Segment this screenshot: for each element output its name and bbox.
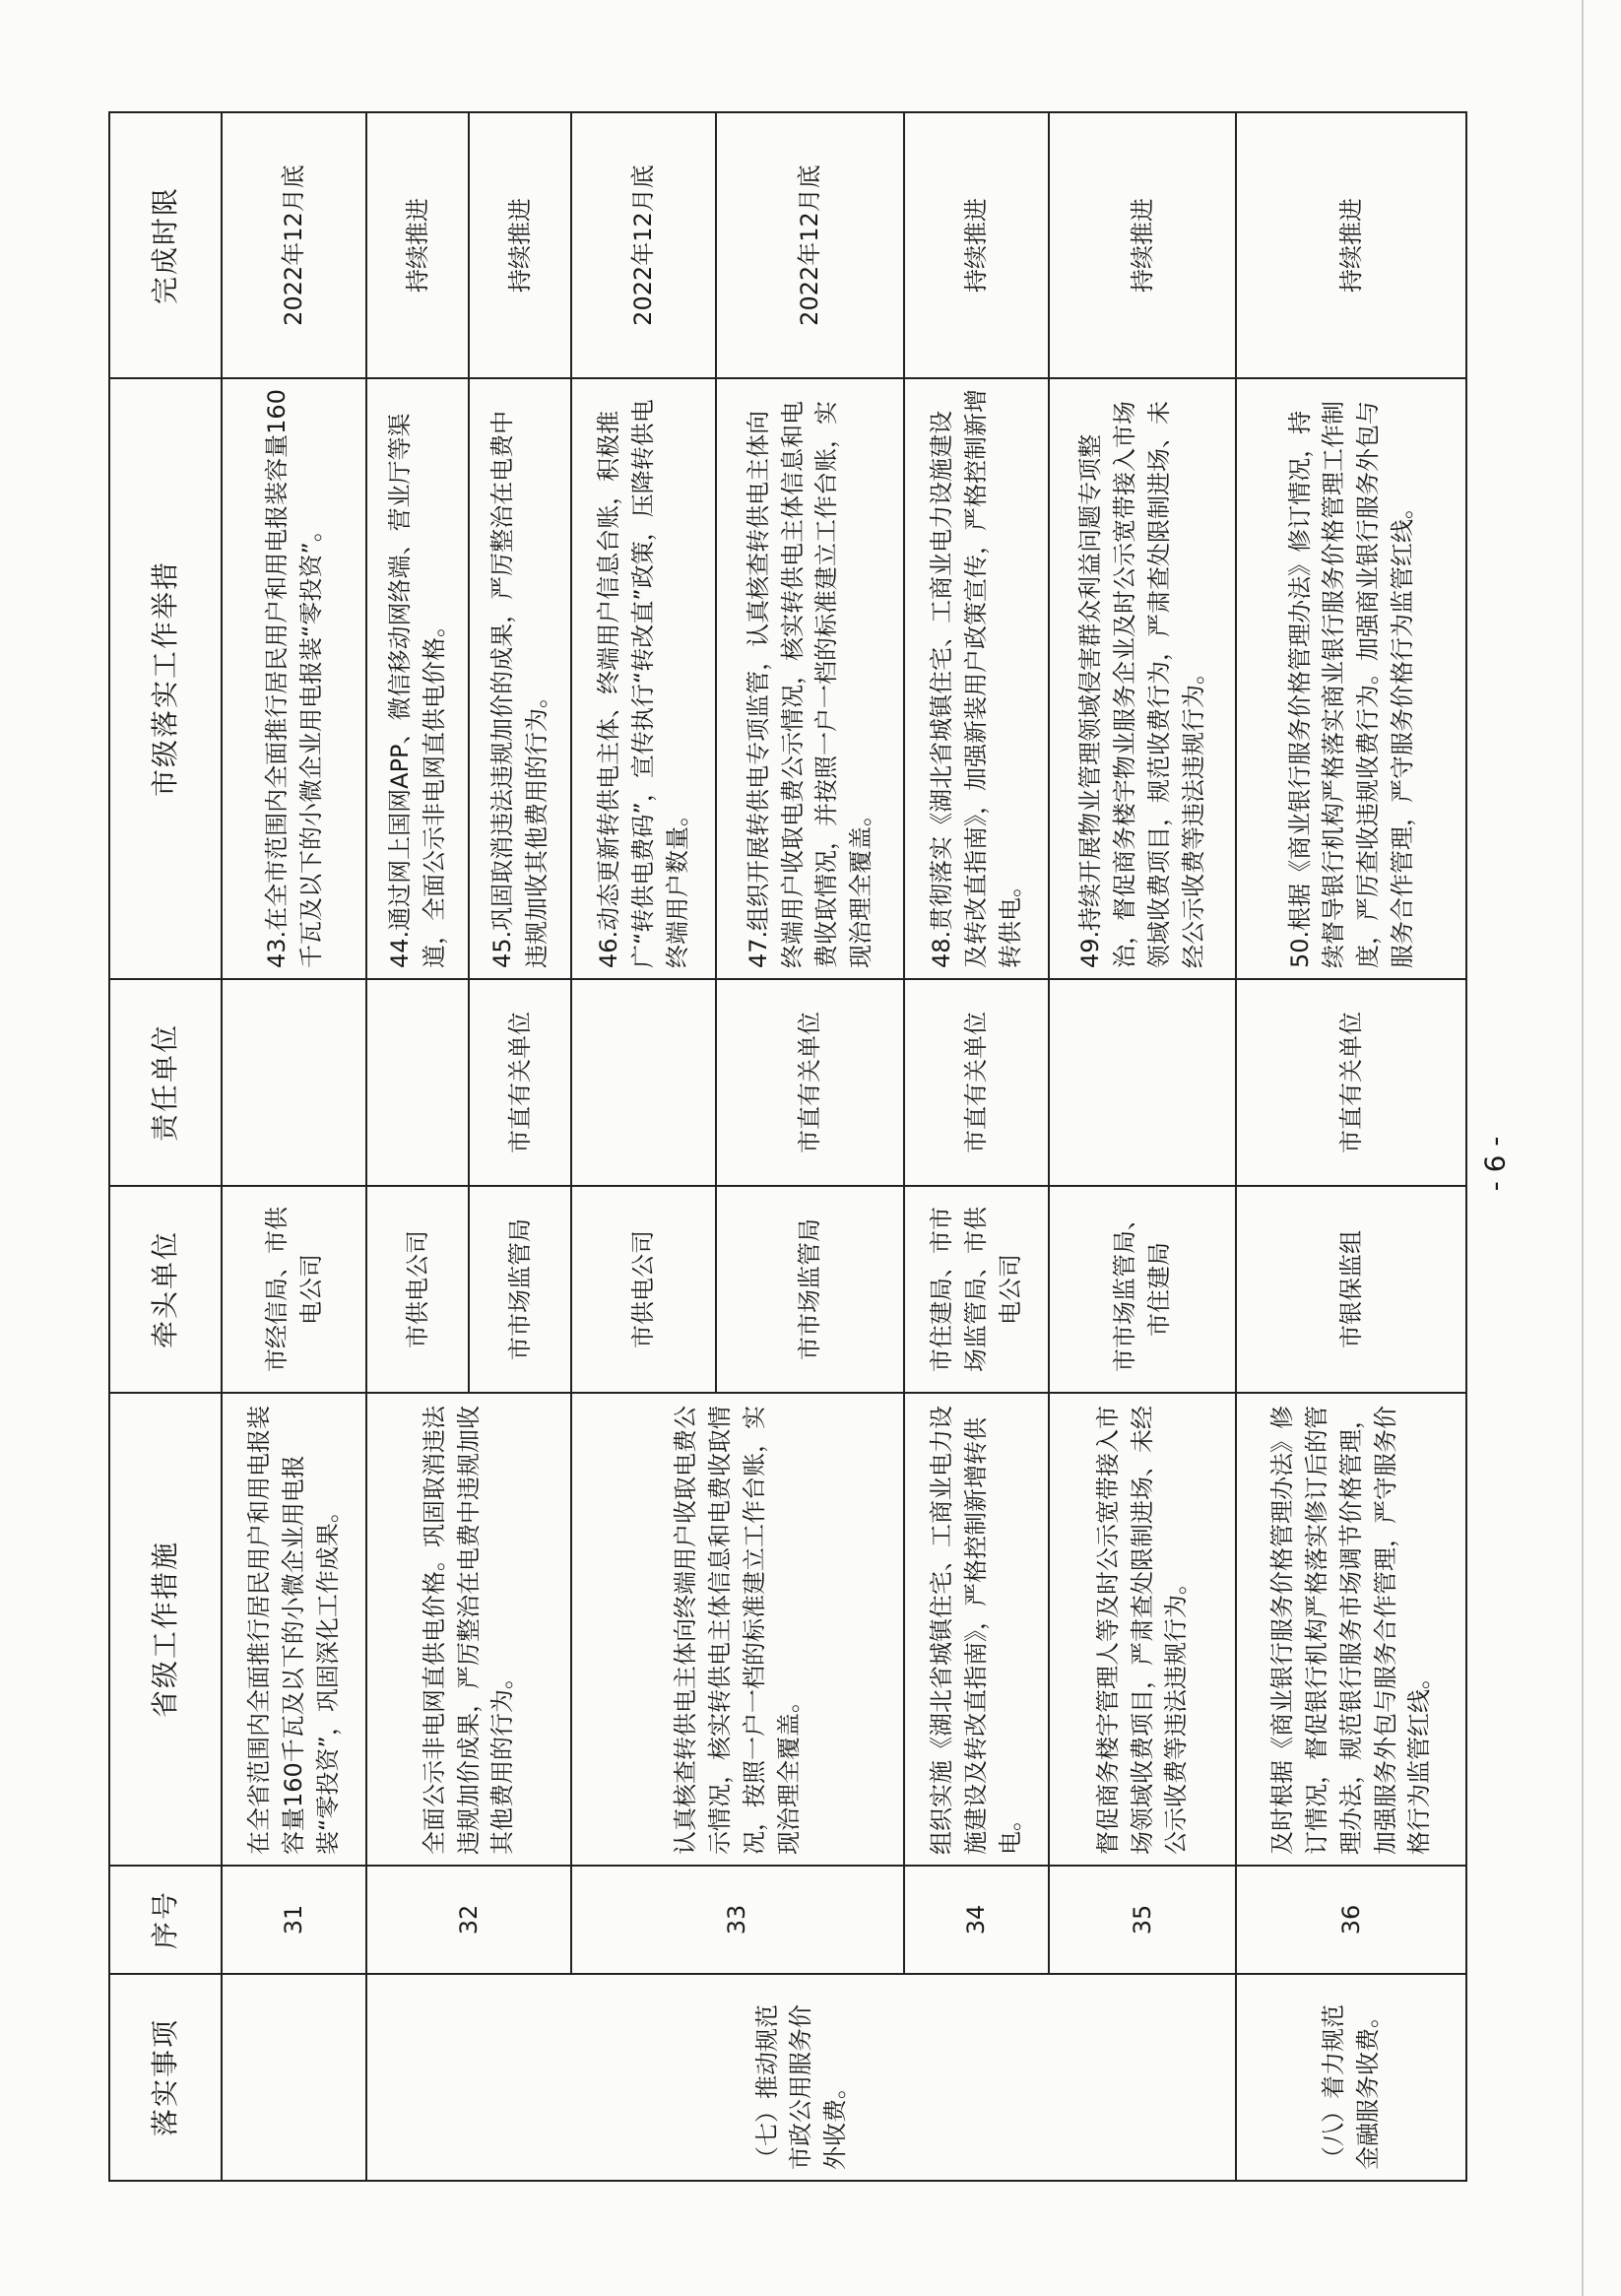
cell-matter: [222, 1974, 366, 2181]
table-row: [1049, 112, 1236, 2181]
cell-lead: 市市场监管局: [716, 1186, 903, 1393]
cell-lead: 市经信局、市供电公司: [222, 1186, 366, 1393]
rotated-page: [108, 113, 1467, 2182]
header-provincial: 省级工作措施: [109, 1393, 222, 1866]
measures-table: [108, 111, 1467, 2182]
cell-city: 44.通过网上国网APP、微信移动网络端、营业厅等渠道，全面公示非电网直供电价格。: [366, 378, 469, 979]
cell-resp: 市直有关单位: [469, 979, 571, 1186]
cell-deadline: 2022年12月底: [571, 112, 716, 378]
cell-resp: [222, 979, 366, 1186]
cell-resp: 市直有关单位: [716, 979, 903, 1186]
table-row: [904, 112, 1049, 2181]
cell-lead: 市供电公司: [366, 1186, 469, 1393]
cell-num: 35: [1049, 1866, 1236, 1974]
table-row: [571, 112, 716, 2181]
cell-deadline: 持续推进: [1049, 112, 1236, 378]
header-num: 序号: [109, 1866, 222, 1974]
cell-provincial: 在全省范围内全面推行居民用户和用电报装容量160千瓦及以下的小微企业用电报装“零投资”，巩固深化工作成果。: [222, 1393, 366, 1866]
cell-resp: 市直有关单位: [1236, 979, 1466, 1186]
cell-city: 49.持续开展物业管理领域侵害群众利益问题专项整治，督促商务楼宇物业服务企业及时公示宽带接入市场领域收费项目，规范收费行为，严肃查处限制进场、未经公示收费等违法违规行为。: [1049, 378, 1236, 979]
cell-deadline: 持续推进: [366, 112, 469, 378]
cell-deadline: 持续推进: [469, 112, 571, 378]
cell-lead: 市市场监管局、市住建局: [1049, 1186, 1236, 1393]
cell-provincial: 及时根据《商业银行服务价格管理办法》修订情况，督促银行机构严格落实修订后的管理办法，规范银行服务市场调节价格管理，加强服务外包与服务合作管理，严守服务价格行为监管红线。: [1236, 1393, 1466, 1866]
cell-deadline: 2022年12月底: [222, 112, 366, 378]
cell-lead: 市供电公司: [571, 1186, 716, 1393]
cell-lead: 市市场监管局: [469, 1186, 571, 1393]
cell-lead: 市银保监组: [1236, 1186, 1466, 1393]
cell-resp: [366, 979, 469, 1186]
header-row: [109, 112, 222, 2181]
header-deadline: 完成时限: [109, 112, 222, 378]
cell-deadline: 持续推进: [904, 112, 1049, 378]
cell-num: 33: [571, 1866, 904, 1974]
cell-resp: [571, 979, 716, 1186]
cell-matter: （七）推动规范市政公用服务价外收费。: [366, 1974, 1236, 2181]
cell-matter: （八）着力规范金融服务收费。: [1236, 1974, 1466, 2181]
cell-city: 43.在全市范围内全面推行居民用户和用电报装容量160千瓦及以下的小微企业用电报装“零投资”。: [222, 378, 366, 979]
cell-city: 47.组织开展转供电专项监管，认真核查转供电主体向终端用户收取电费公示情况，核实转供电主体信息和电费收取情况，并按照一户一档的标准建立工作台账，实现治理全覆盖。: [716, 378, 903, 979]
cell-num: 31: [222, 1866, 366, 1974]
cell-deadline: 2022年12月底: [716, 112, 903, 378]
header-matter: 落实事项: [109, 1974, 222, 2181]
cell-deadline: 持续推进: [1236, 112, 1466, 378]
table-row: [1236, 112, 1466, 2181]
cell-city: 48.贯彻落实《湖北省城镇住宅、工商业电力设施建设及转改直指南》，加强新装用户政策宣传，严格控制新增转供电。: [904, 378, 1049, 979]
header-city: 市级落实工作举措: [109, 378, 222, 979]
cell-provincial: 组织实施《湖北省城镇住宅、工商业电力设施建设及转改直指南》，严格控制新增转供电。: [904, 1393, 1049, 1866]
cell-num: 34: [904, 1866, 1049, 1974]
header-lead: 牵头单位: [109, 1186, 222, 1393]
cell-provincial: 督促商务楼宇管理人等及时公示宽带接入市场领域收费项目，严肃查处限制进场、未经公示收费等违法违规行为。: [1049, 1393, 1236, 1866]
table-row: [222, 112, 366, 2181]
cell-resp: 市直有关单位: [904, 979, 1049, 1186]
page-number: - 6 -: [1478, 1136, 1512, 1192]
page-edge: [1582, 0, 1584, 2296]
table-row: [366, 112, 469, 2181]
cell-num: 32: [366, 1866, 571, 1974]
cell-city: 45.巩固取消违法违规加价的成果，严厉整治在电费中违规加收其他费用的行为。: [469, 378, 571, 979]
cell-lead: 市住建局、市市场监管局、市供电公司: [904, 1186, 1049, 1393]
cell-city: 46.动态更新转供电主体、终端用户信息台账，积极推广“转供电费码”，宣传执行“转改直”政策，压降转供电终端用户数量。: [571, 378, 716, 979]
cell-provincial: 全面公示非电网直供电价格。巩固取消违法违规加价成果，严厉整治在电费中违规加收其他费用的行为。: [366, 1393, 571, 1866]
cell-provincial: 认真核查转供电主体向终端用户收取电费公示情况，核实转供电主体信息和电费收取情况，按照一户一档的标准建立工作台账，实现治理全覆盖。: [571, 1393, 904, 1866]
header-resp: 责任单位: [109, 979, 222, 1186]
cell-num: 36: [1236, 1866, 1466, 1974]
cell-resp: [1049, 979, 1236, 1186]
cell-city: 50.根据《商业银行服务价格管理办法》修订情况，持续督导银行机构严格落实商业银行服务价格管理工作制度，严厉查收违规收费行为。加强商业银行服务外包与服务合作管理，严守服务价格行为监管红线。: [1236, 378, 1466, 979]
